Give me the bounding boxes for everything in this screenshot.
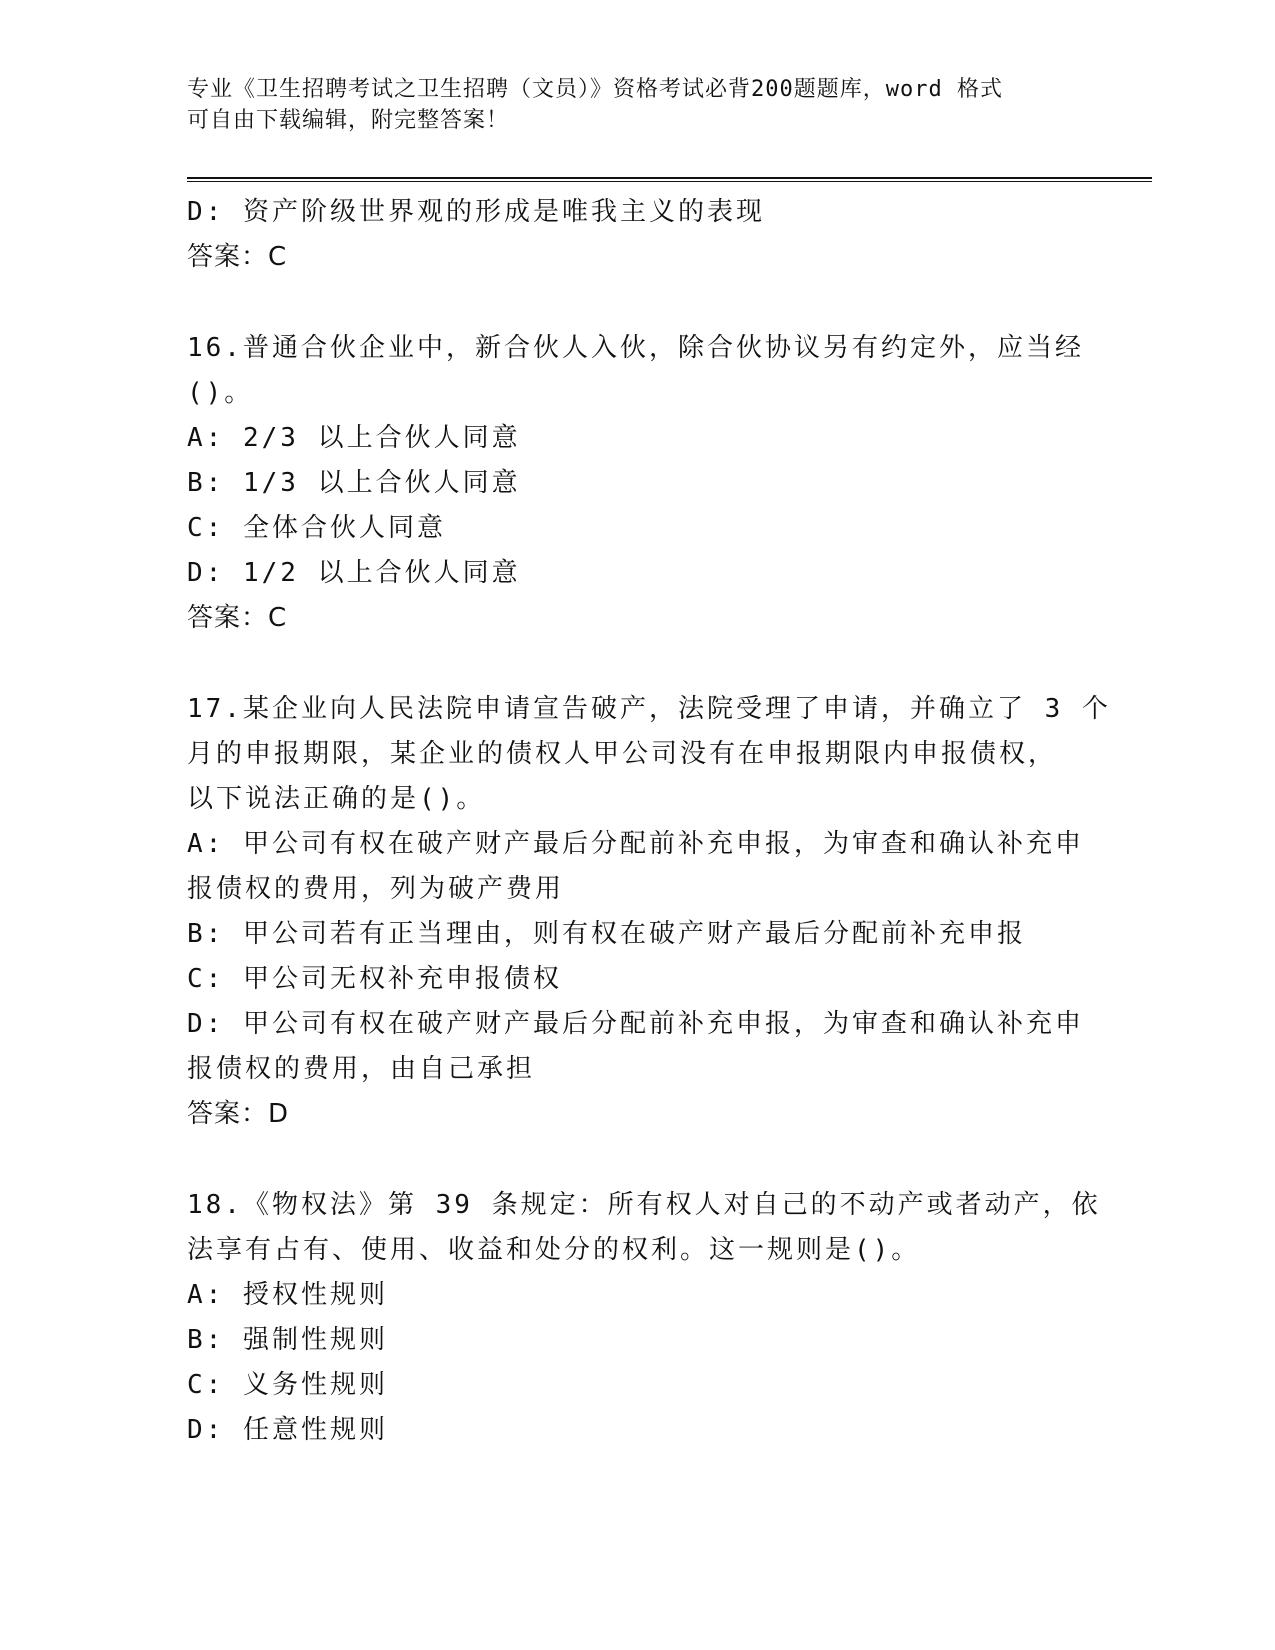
question-18 [187,1183,1101,1453]
option-b: B: 甲公司若有正当理由，则有权在破产财产最后分配前补充申报 [187,919,1026,949]
spacer [187,1137,1087,1183]
option-d: D: 资产阶级世界观的形成是唯我主义的表现 [187,197,765,227]
header-divider [187,177,1152,182]
spacer [187,280,1087,326]
question-stem-line: 16.普通合伙企业中，新合伙人入伙，除合伙协议另有约定外，应当经 [187,333,1084,363]
option-c: C: 义务性规则 [187,1370,388,1400]
answer-line: 答案：C [187,603,288,633]
option-d: D: 甲公司有权在破产财产最后分配前补充申报，为审查和确认补充申 [187,1009,1084,1039]
previous-question-tail [187,190,1087,280]
option-a: A: 授权性规则 [187,1280,388,1310]
option-d-cont: 报债权的费用，由自己承担 [187,1054,536,1084]
question-content [187,190,1111,1453]
question-stem-line: 法享有占有、使用、收益和处分的权利。这一规则是()。 [187,1235,921,1265]
question-17 [187,687,1111,1137]
header-line-1: 专业《卫生招聘考试之卫生招聘（文员）》资格考试必背200题题库，word 格式 [187,77,1003,102]
question-stem-line: ()。 [187,378,254,408]
question-16 [187,326,1087,641]
option-b: B: 强制性规则 [187,1325,388,1355]
question-stem-line: 月的申报期限，某企业的债权人甲公司没有在申报期限内申报债权， [187,739,1058,769]
header-line-2: 可自由下载编辑，附完整答案！ [187,108,510,133]
option-a: A: 2/3 以上合伙人同意 [187,423,521,453]
page-header [187,74,1087,136]
option-c: C: 甲公司无权补充申报债权 [187,964,562,994]
option-d: D: 任意性规则 [187,1415,388,1445]
spacer [187,641,1087,687]
option-c: C: 全体合伙人同意 [187,513,446,543]
question-stem-line: 以下说法正确的是()。 [187,784,486,814]
question-stem-line: 17.某企业向人民法院申请宣告破产，法院受理了申请，并确立了 3 个 [187,694,1111,724]
option-a-cont: 报债权的费用，列为破产费用 [187,874,565,904]
answer-line: 答案：D [187,1099,290,1129]
option-b: B: 1/3 以上合伙人同意 [187,468,521,498]
answer-line: 答案：C [187,242,288,272]
option-a: A: 甲公司有权在破产财产最后分配前补充申报，为审查和确认补充申 [187,829,1084,859]
option-d: D: 1/2 以上合伙人同意 [187,558,521,588]
question-stem-line: 18.《物权法》第 39 条规定：所有权人对自己的不动产或者动产，依 [187,1190,1101,1220]
